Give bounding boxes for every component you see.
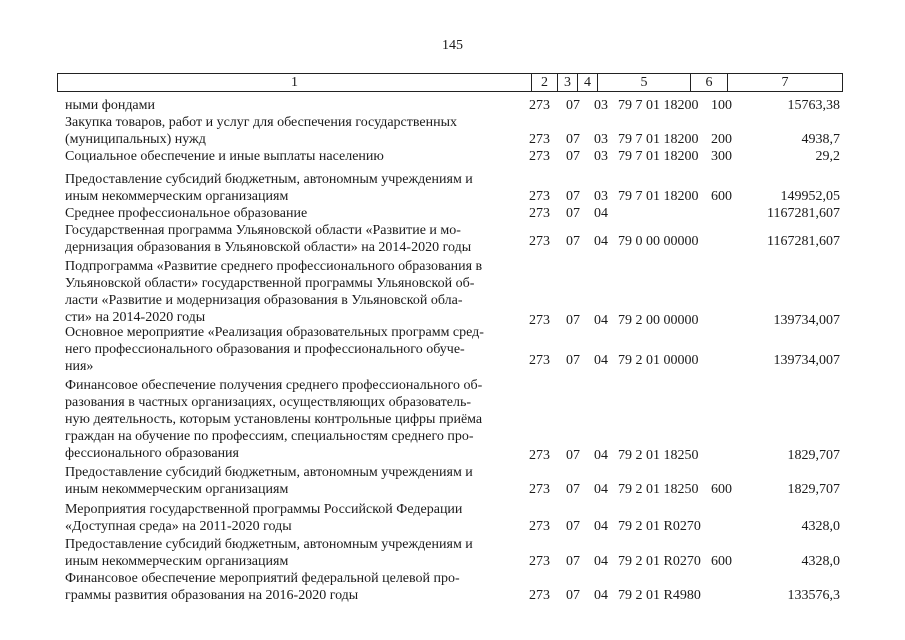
description-line: (муниципальных) нужд [65, 132, 206, 147]
description-line: Мероприятия государственной программы Российской Федерации [65, 502, 463, 517]
table-cell-prz: 04 [594, 482, 608, 497]
table-cell-csr: 79 7 01 18200 [618, 132, 699, 147]
table-cell-prz: 04 [594, 519, 608, 534]
description-line: ния» [65, 359, 94, 374]
row-codes [0, 97, 905, 114]
description-line: ную деятельность, которым установлены контрольные цифры приёма [65, 412, 483, 427]
header-col-4: 4 [578, 74, 598, 91]
row-codes [0, 352, 905, 369]
table-cell-prz: 04 [594, 206, 608, 221]
table-cell-rz: 07 [566, 353, 580, 368]
row-codes [0, 233, 905, 250]
table-cell-rz: 07 [566, 519, 580, 534]
table-cell-vr: 600 [711, 482, 732, 497]
description-line: разования в частных организациях, осуществляющих образователь- [65, 395, 471, 410]
table-cell-gr: 273 [529, 98, 550, 113]
row-codes [0, 553, 905, 570]
row-codes [0, 131, 905, 148]
row-codes [0, 518, 905, 535]
description-line: Государственная программа Ульяновской области «Развитие и мо- [65, 223, 461, 238]
table-cell-rz: 07 [566, 588, 580, 603]
table-cell-sum: 149952,05 [780, 189, 840, 204]
table-cell-rz: 07 [566, 98, 580, 113]
description-line: Закупка товаров, работ и услуг для обеспечения государственных [65, 115, 458, 130]
table-cell-gr: 273 [529, 554, 550, 569]
description-line: «Доступная среда» на 2011-2020 годы [65, 519, 292, 534]
description-line: сти» на 2014-2020 годы [65, 310, 206, 325]
description-line: Предоставление субсидий бюджетным, автономным учреждениям и [65, 465, 473, 480]
table-cell-sum: 1167281,607 [767, 234, 840, 249]
table-cell-sum: 139734,007 [773, 353, 840, 368]
table-cell-rz: 07 [566, 313, 580, 328]
table-cell-sum: 1829,707 [787, 482, 840, 497]
description-line: дернизация образования в Ульяновской области» на 2014-2020 годы [65, 240, 472, 255]
description-line: Ульяновской области» государственной программы Ульяновской об- [65, 276, 475, 291]
header-col-2: 2 [532, 74, 558, 91]
header-col-5: 5 [598, 74, 691, 91]
description-line: граждан на обучение по профессиям, специальностям среднего про- [65, 429, 474, 444]
table-cell-csr: 79 2 01 R4980 [618, 588, 701, 603]
table-cell-gr: 273 [529, 482, 550, 497]
table-cell-sum: 4938,7 [801, 132, 840, 147]
table-cell-csr: 79 2 01 00000 [618, 353, 699, 368]
table-cell-gr: 273 [529, 313, 550, 328]
description-line: иным некоммерческим организациям [65, 482, 289, 497]
table-cell-rz: 07 [566, 206, 580, 221]
header-col-7: 7 [781, 74, 789, 90]
table-cell-rz: 07 [566, 189, 580, 204]
table-cell-csr: 79 0 00 00000 [618, 234, 699, 249]
table-cell-gr: 273 [529, 353, 550, 368]
description-line: Среднее профессиональное образование [65, 206, 308, 221]
table-cell-prz: 04 [594, 448, 608, 463]
table-cell-gr: 273 [529, 149, 550, 164]
table-cell-csr: 79 2 01 18250 [618, 482, 699, 497]
description-line: Основное мероприятие «Реализация образовательных программ сред- [65, 325, 484, 340]
description-line: Предоставление субсидий бюджетным, автономным учреждениям и [65, 172, 473, 187]
table-cell-gr: 273 [529, 189, 550, 204]
table-cell-sum: 1167281,607 [767, 206, 840, 221]
table-cell-csr: 79 2 01 R0270 [618, 519, 701, 534]
table-cell-rz: 07 [566, 482, 580, 497]
table-cell-prz: 04 [594, 313, 608, 328]
description-line: Финансовое обеспечение мероприятий федеральной целевой про- [65, 571, 460, 586]
description-line: Предоставление субсидий бюджетным, автономным учреждениям и [65, 537, 473, 552]
table-cell-prz: 03 [594, 189, 608, 204]
table-cell-gr: 273 [529, 234, 550, 249]
table-cell-sum: 4328,0 [801, 554, 840, 569]
row-codes [0, 587, 905, 604]
table-cell-vr: 600 [711, 189, 732, 204]
table-cell-csr: 79 2 01 18250 [618, 448, 699, 463]
table-cell-sum: 4328,0 [801, 519, 840, 534]
table-cell-csr: 79 2 00 00000 [618, 313, 699, 328]
row-codes [0, 481, 905, 498]
page-number: 145 [442, 38, 463, 53]
description-line: него профессионального образования и профессионального обуче- [65, 342, 465, 357]
table-cell-csr: 79 7 01 18200 [618, 149, 699, 164]
table-cell-sum: 139734,007 [773, 313, 840, 328]
table-cell-sum: 1829,707 [787, 448, 840, 463]
table-cell-sum: 133576,3 [787, 588, 840, 603]
table-cell-gr: 273 [529, 448, 550, 463]
table-cell-gr: 273 [529, 519, 550, 534]
description-line: ными фондами [65, 98, 156, 113]
table-cell-csr: 79 7 01 18200 [618, 98, 699, 113]
description-line: иным некоммерческим организациям [65, 189, 289, 204]
table-cell-vr: 600 [711, 554, 732, 569]
table-cell-prz: 03 [594, 149, 608, 164]
table-cell-rz: 07 [566, 448, 580, 463]
description-line: граммы развития образования на 2016-2020 годы [65, 588, 359, 603]
table-cell-gr: 273 [529, 588, 550, 603]
table-cell-rz: 07 [566, 554, 580, 569]
table-cell-rz: 07 [566, 234, 580, 249]
header-col-1: 1 [58, 74, 532, 91]
table-cell-csr: 79 2 01 R0270 [618, 554, 701, 569]
table-cell-prz: 04 [594, 234, 608, 249]
row-codes [0, 205, 905, 222]
table-cell-gr: 273 [529, 206, 550, 221]
table-cell-rz: 07 [566, 132, 580, 147]
table-cell-vr: 100 [711, 98, 732, 113]
row-codes [0, 188, 905, 205]
description-line: Финансовое обеспечение получения среднего профессионального об- [65, 378, 483, 393]
table-cell-csr: 79 7 01 18200 [618, 189, 699, 204]
table-cell-vr: 300 [711, 149, 732, 164]
table-cell-prz: 04 [594, 353, 608, 368]
description-line: ласти «Развитие и модернизация образования в Ульяновской обла- [65, 293, 463, 308]
table-cell-prz: 03 [594, 98, 608, 113]
description-line: фессионального образования [65, 446, 239, 461]
table-cell-sum: 15763,38 [787, 98, 840, 113]
table-cell-sum: 29,2 [815, 149, 840, 164]
table-cell-gr: 273 [529, 132, 550, 147]
header-col-6: 6 [691, 74, 728, 91]
table-cell-prz: 04 [594, 554, 608, 569]
description-line: Подпрограмма «Развитие среднего профессионального образования в [65, 259, 483, 274]
row-codes [0, 447, 905, 464]
description-line: Социальное обеспечение и иные выплаты населению [65, 149, 384, 164]
table-cell-vr: 200 [711, 132, 732, 147]
header-col-3: 3 [558, 74, 578, 91]
row-codes [0, 148, 905, 165]
description-line: иным некоммерческим организациям [65, 554, 289, 569]
table-cell-rz: 07 [566, 149, 580, 164]
table-cell-prz: 04 [594, 588, 608, 603]
table-cell-prz: 03 [594, 132, 608, 147]
